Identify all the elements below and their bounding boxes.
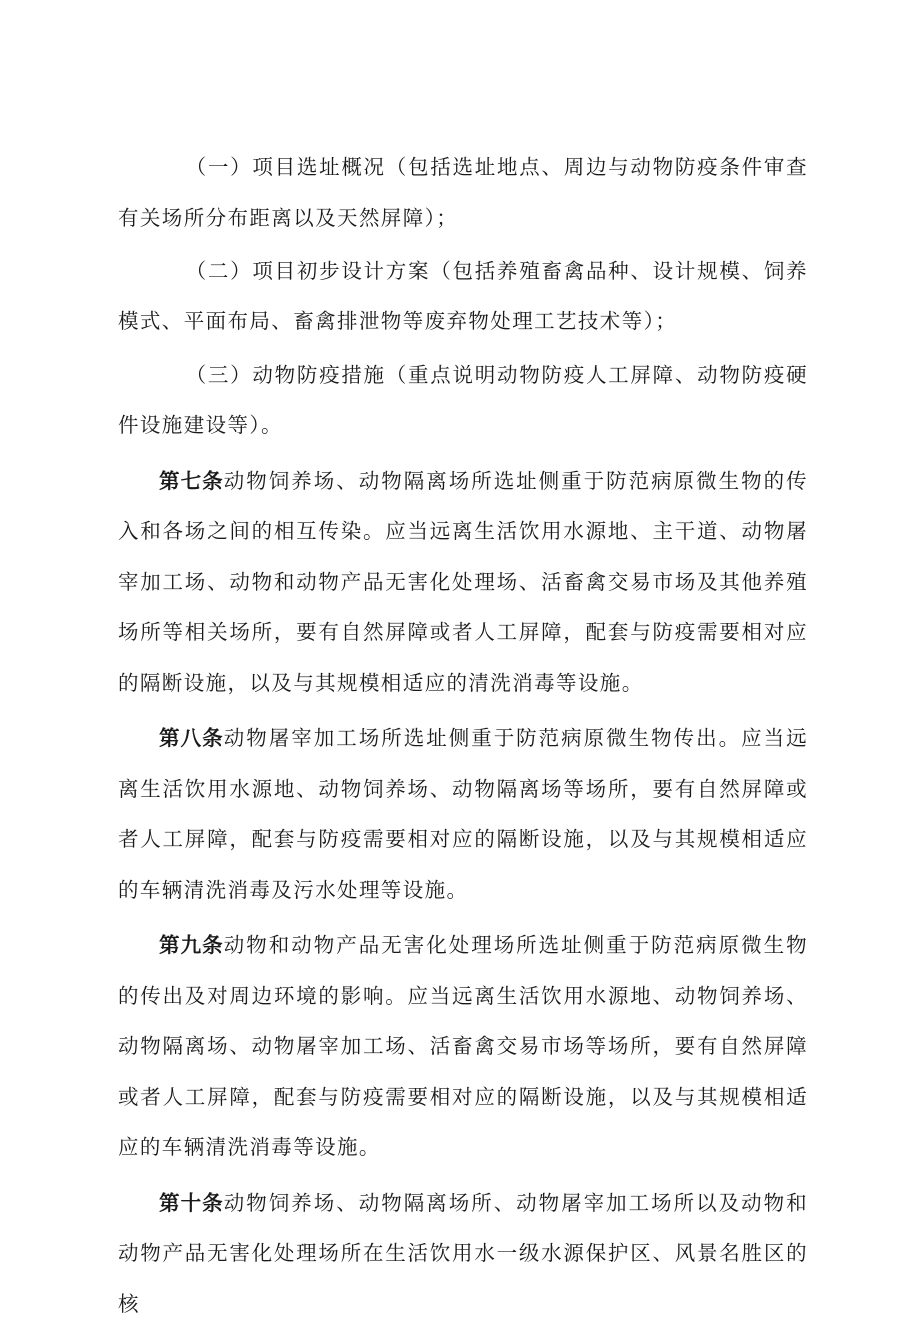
article-label: 第八条 [159,726,224,751]
article-text: 动物和动物产品无害化处理场所选址侧重于防范病原微生物的传出及对周边环境的影响。应当远离生活饮用水源地、动物饲养场、动物隔离场、动物屠宰加工场、活畜禽交易市场等场所，要有自然屏障或者人工屏障，配套与防疫需要相对应的隔断设施，以及与其规模相适应的车辆清洗消毒等设施。 [118,933,808,1160]
article-text: 动物屠宰加工场所选址侧重于防范病原微生物传出。应当远离生活饮用水源地、动物饲养场、动物隔离场等场所，要有自然屏障或者人工屏障，配套与防疫需要相对应的隔断设施，以及与其规模相适应的车辆清洗消毒及污水处理等设施。 [118,726,808,902]
list-item-text: （一）项目选址概况（包括选址地点、周边与动物防疫条件审查有关场所分布距离以及天然屏障）； [118,155,808,230]
article-text: 动物饲养场、动物隔离场所选址侧重于防范病原微生物的传入和各场之间的相互传染。应当远离生活饮用水源地、主干道、动物屠宰加工场、动物和动物产品无害化处理场、活畜禽交易市场及其他养殖场所等相关场所，要有自然屏障或者人工屏障，配套与防疫需要相对应的隔断设施，以及与其规模相适应的清洗消毒等设施。 [118,468,808,695]
article-8 [118,713,808,915]
article-9 [118,920,808,1173]
article-text: 动物饲养场、动物隔离场所、动物屠宰加工场所以及动物和动物产品无害化处理场所在生活饮用水一级水源保护区、风景名胜区的核 [118,1190,808,1316]
document-page [118,142,808,1329]
list-item-3 [118,350,808,451]
article-label: 第十条 [159,1190,224,1215]
list-item-2 [118,246,808,347]
article-label: 第七条 [159,468,224,493]
list-item-text: （三）动物防疫措施（重点说明动物防疫人工屏障、动物防疫硬件设施建设等）。 [118,362,808,438]
article-10 [118,1178,808,1329]
list-item-1 [118,142,808,243]
article-label: 第九条 [159,933,224,958]
list-item-text: （二）项目初步设计方案（包括养殖畜禽品种、设计规模、饲养模式、平面布局、畜禽排泄物等废弃物处理工艺技术等）； [118,258,808,334]
article-7 [118,456,808,709]
